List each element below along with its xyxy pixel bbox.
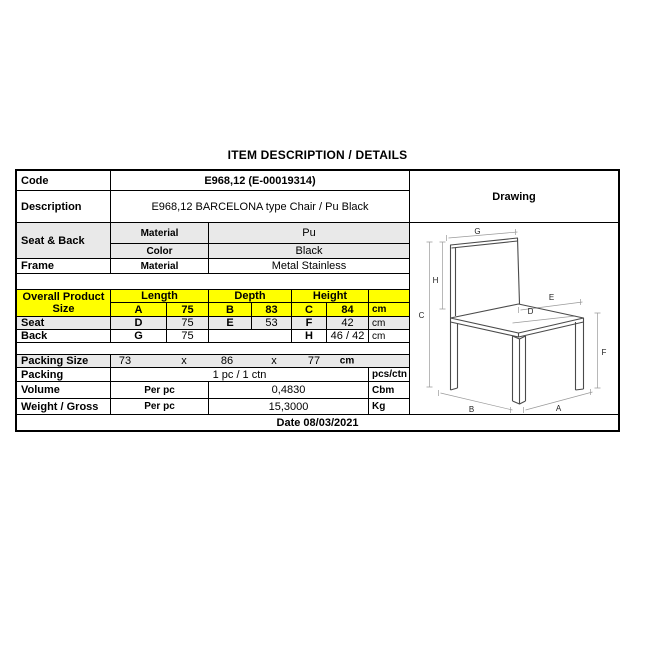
packing-label: Packing bbox=[17, 368, 111, 382]
dim-label-g: G bbox=[474, 227, 481, 236]
height-header: Height bbox=[292, 290, 369, 303]
overall-product-size-header: Overall Product Size bbox=[17, 290, 111, 317]
spacer-row bbox=[17, 274, 410, 290]
seat-back-material-label: Material bbox=[111, 223, 209, 244]
packing-unit: pcs/ctn bbox=[369, 368, 410, 382]
weight-unit: Kg bbox=[369, 399, 410, 415]
overall-dim-c: C bbox=[292, 303, 327, 317]
back-val-h: 46 / 42 bbox=[327, 330, 369, 343]
dim-label-a: A bbox=[555, 404, 562, 413]
seat-val-d: 75 bbox=[167, 317, 209, 330]
seat-back-label: Seat & Back bbox=[17, 223, 111, 259]
dim-label-e: E bbox=[548, 293, 555, 302]
back-dim-h: H bbox=[292, 330, 327, 343]
description-label: Description bbox=[17, 191, 111, 223]
volume-value: 0,4830 bbox=[209, 382, 369, 399]
seat-back-color-label: Color bbox=[111, 244, 209, 259]
weight-label: Weight / Gross bbox=[17, 399, 111, 415]
overall-val-a: 75 bbox=[167, 303, 209, 317]
depth-header: Depth bbox=[209, 290, 292, 303]
dim-label-h: H bbox=[432, 276, 439, 285]
back-val-g: 75 bbox=[167, 330, 209, 343]
seat-val-e: 53 bbox=[252, 317, 292, 330]
dim-label-b: B bbox=[468, 405, 475, 414]
seat-dim-d: D bbox=[111, 317, 167, 330]
page-title: ITEM DESCRIPTION / DETAILS bbox=[227, 148, 408, 162]
back-dim-g: G bbox=[111, 330, 167, 343]
chair-drawing-svg bbox=[410, 223, 618, 414]
packing-size-height: 77 bbox=[307, 355, 321, 367]
length-header: Length bbox=[111, 290, 209, 303]
frame-label: Frame bbox=[17, 259, 111, 274]
packing-size-x1: x bbox=[181, 355, 187, 367]
dimension-lines bbox=[427, 229, 601, 413]
spacer-row bbox=[17, 343, 410, 355]
chair-outline bbox=[451, 238, 584, 404]
frame-material-label: Material bbox=[111, 259, 209, 274]
code-label: Code bbox=[17, 171, 111, 191]
seat-dim-f: F bbox=[292, 317, 327, 330]
date-row: Date 08/03/2021 bbox=[276, 416, 359, 429]
packing-value: 1 pc / 1 ctn bbox=[111, 368, 369, 382]
chair-drawing bbox=[410, 223, 618, 415]
overall-dim-a: A bbox=[111, 303, 167, 317]
seat-unit: cm bbox=[369, 317, 410, 330]
seat-back-material-value: Pu bbox=[209, 223, 410, 244]
weight-value: 15,3000 bbox=[209, 399, 369, 415]
packing-size-label: Packing Size bbox=[17, 355, 111, 368]
back-unit: cm bbox=[369, 330, 410, 343]
back-row-label: Back bbox=[17, 330, 111, 343]
overall-val-c: 84 bbox=[327, 303, 369, 317]
unit-header-empty bbox=[369, 290, 410, 303]
overall-unit: cm bbox=[369, 303, 410, 317]
frame-material-value: Metal Stainless bbox=[209, 259, 410, 274]
code-value: E968,12 (E-00019314) bbox=[111, 171, 410, 191]
volume-per: Per pc bbox=[111, 382, 209, 399]
spec-table bbox=[15, 169, 620, 432]
drawing-header: Drawing bbox=[410, 171, 618, 223]
dim-label-d: D bbox=[527, 307, 534, 316]
seat-val-f: 42 bbox=[327, 317, 369, 330]
back-empty-cell bbox=[209, 330, 292, 343]
seat-back-color-value: Black bbox=[209, 244, 410, 259]
volume-label: Volume bbox=[17, 382, 111, 399]
packing-size-depth: 86 bbox=[220, 355, 234, 367]
seat-dim-e: E bbox=[209, 317, 252, 330]
packing-size-x2: x bbox=[271, 355, 277, 367]
overall-val-b: 83 bbox=[252, 303, 292, 317]
description-value: E968,12 BARCELONA type Chair / Pu Black bbox=[111, 191, 410, 223]
overall-dim-b: B bbox=[209, 303, 252, 317]
packing-size-length: 73 bbox=[118, 355, 132, 367]
packing-size-values bbox=[111, 355, 410, 368]
dim-label-c: C bbox=[418, 311, 425, 320]
packing-size-unit: cm bbox=[339, 355, 355, 367]
weight-per: Per pc bbox=[111, 399, 209, 415]
seat-row-label: Seat bbox=[17, 317, 111, 330]
volume-unit: Cbm bbox=[369, 382, 410, 399]
dim-label-f: F bbox=[601, 348, 607, 357]
